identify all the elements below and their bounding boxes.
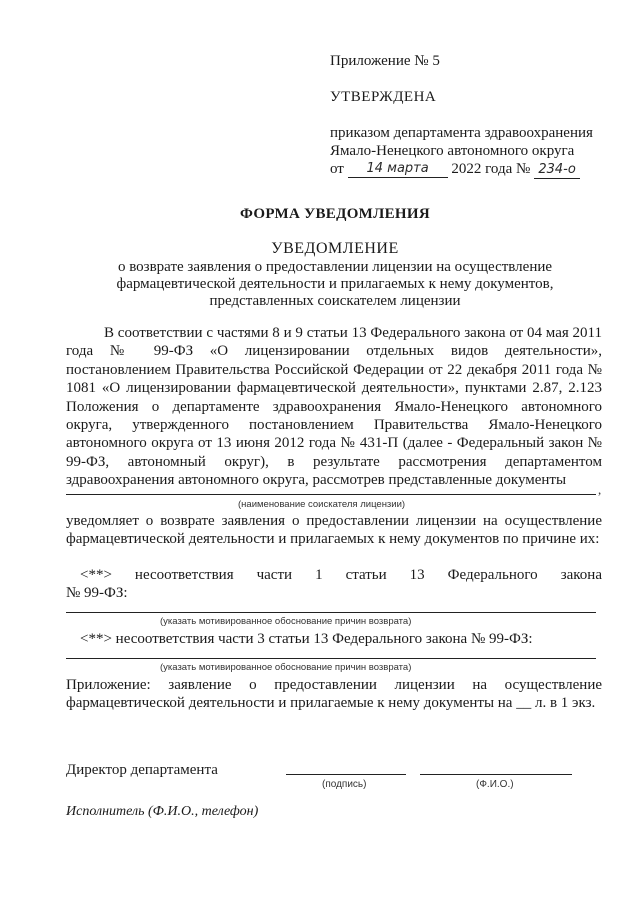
reason-1-word: Федерального (447, 567, 538, 583)
name-caption: (Ф.И.О.) (476, 779, 514, 790)
order-year: 2022 года № (451, 161, 531, 177)
approval-block (330, 52, 630, 179)
reason-2-caption: (указать мотивированное обоснование причин возврата) (160, 662, 412, 673)
attachment-paragraph: Приложение: заявление о предоставлении лицензии на осуществление фармацевтической деятельности и прилагаемые к нему документы на __ л. в 1 экз. (66, 677, 602, 712)
handwritten-date: 14 марта (348, 161, 448, 178)
reason-2-line: <**> несоответствия части 3 статьи 13 Федерального закона № 99-ФЗ: (80, 631, 533, 647)
reason-1-caption: (указать мотивированное обоснование причин возврата) (160, 616, 412, 627)
signature-line (286, 774, 406, 775)
reason-1-word: несоответствия (134, 567, 234, 583)
appendix-number: Приложение № 5 (330, 53, 440, 69)
notifies-paragraph: уведомляет о возврате заявления о предоставлении лицензии на осуществление фармацевтической деятельности и прилагаемых к нему документов по причине их: (66, 513, 602, 548)
reason-1-word: закона (560, 567, 602, 583)
signature-caption: (подпись) (322, 779, 367, 790)
notice-title: УВЕДОМЛЕНИЕ (271, 240, 399, 257)
reason-1-justification-line (66, 612, 596, 613)
reason-1-line (66, 566, 602, 584)
order-line-2: Ямало-Ненецкого автономного округа (330, 143, 575, 159)
notice-subtitle-line-3: представленных соискателем лицензии (209, 293, 461, 309)
order-line-1: приказом департамента здравоохранения (330, 125, 593, 141)
approved-label: УТВЕРЖДЕНА (330, 89, 437, 105)
form-title: ФОРМА УВЕДОМЛЕНИЯ (240, 206, 430, 222)
reason-1-word: части (256, 567, 293, 583)
reason-1-word: 1 (315, 567, 323, 583)
name-line (420, 774, 572, 775)
reason-1-word: статьи (345, 567, 387, 583)
handwritten-order-number: 234-о (534, 162, 580, 179)
notice-subtitle-line-1: о возврате заявления о предоставлении лицензии на осуществление (117, 259, 553, 275)
legal-basis-paragraph: В соответствии с частями 8 и 9 статьи 13 Федерального закона от 04 мая 2011 года № 99-ФЗ «О лицензировании отдельных видов деятельности», постановлением Правительства Российской Федерации от 22 декабря 2011 года № 1081 «О лицензировании фармацевтической деятельности», пунктами 2.87, 2.123 Положения о департаменте здравоохранения Ямало-Ненецкого автономного округа, утвержденного постановлением Правительства Ямало-Ненецкого автономного округа от 13 июня 2012 года № 431-П (далее - Федеральный закон № 99-ФЗ, автономный округ), в результате рассмотрения департаментом здравоохранения автономного округа, рассмотрев представленные документы (66, 325, 602, 489)
director-label: Директор департамента (66, 762, 218, 778)
executor-label: Исполнитель (Ф.И.О., телефон) (66, 804, 259, 819)
notice-subtitle-line-2: фармацевтической деятельности и прилагаемых к нему документов, (116, 276, 554, 292)
reason-1-word: <**> (80, 567, 112, 583)
reason-2-justification-line (66, 658, 596, 659)
order-reference (330, 124, 630, 179)
order-from: от (330, 161, 344, 177)
notice-heading (80, 240, 590, 310)
order-date-line (330, 160, 630, 179)
applicant-caption: (наименование соискателя лицензии) (238, 499, 406, 510)
reason-1-word: 13 (409, 567, 425, 583)
reason-1-tail: № 99-ФЗ: (66, 585, 128, 601)
applicant-name-line (66, 494, 596, 495)
applicant-line-comma: , (598, 482, 602, 497)
